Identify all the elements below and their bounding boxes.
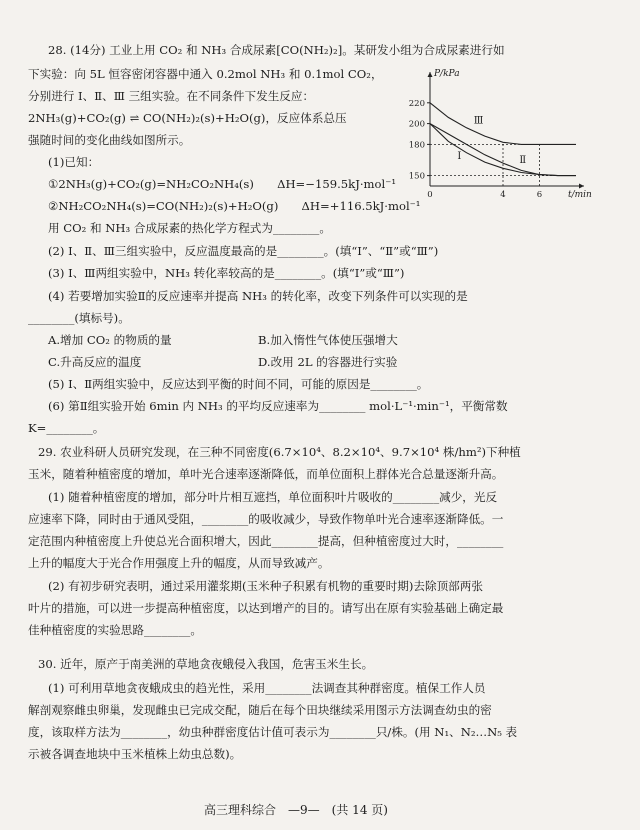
q28-line-3: 分别进行 Ⅰ、Ⅱ、Ⅲ 三组实验。在不同条件下发生反应： — [28, 89, 315, 103]
q28-line-11: (3) Ⅰ、Ⅲ两组实验中，NH₃ 转化率较高的是________。(填“Ⅰ”或“Ⅲ”) — [48, 266, 405, 280]
q28-line-10: (2) Ⅰ、Ⅱ、Ⅲ三组实验中，反应温度最高的是________。(填“Ⅰ”、“Ⅱ”或“Ⅲ”) — [48, 244, 439, 258]
q28-line-5: 强随时间的变化曲线如图所示。 — [28, 133, 191, 147]
x-tick-label-1: 4 — [500, 190, 506, 200]
q28-line-12: (4) 若要增加实验Ⅱ的反应速率并提高 NH₃ 的转化率，改变下列条件可以实现的是 — [48, 289, 468, 303]
page-footer: 高三理科综合 —9— (共 14 页) — [204, 803, 388, 817]
series-label-1: Ⅰ — [457, 150, 462, 162]
q30-line-4: 度，该取样方法为________，幼虫种群密度估计值可表示为________只/株。(用 N₁、N₂…N₅ 表 — [28, 725, 518, 739]
series-label-2: Ⅱ — [519, 155, 527, 167]
q28-line-13: ________(填标号)。 — [28, 311, 130, 325]
y-tick-label-0: 220 — [408, 98, 425, 109]
q28-line-1: 28. (14分) 工业上用 CO₂ 和 NH₃ 合成尿素[CO(NH₂)₂]。某研发小组为合成尿素进行如 — [48, 43, 505, 57]
q28-option-c: C.升高反应的温度 — [48, 355, 142, 369]
q30-line-1: 30. 近年，原产于南美洲的草地贪夜蛾侵入我国，危害玉米生长。 — [38, 657, 374, 671]
x-tick-label-0: 0 — [427, 190, 433, 200]
q28-line-9: 用 CO₂ 和 NH₃ 合成尿素的热化学方程式为________。 — [48, 221, 331, 235]
y-tick-label-3: 150 — [408, 171, 425, 182]
y-tick-label-1: 200 — [408, 119, 425, 130]
q28-option-a: A.增加 CO₂ 的物质的量 — [48, 333, 172, 347]
q30-line-3: 解剖观察雌虫卵巢，发现雌虫已完成交配，随后在每个田块继续采用图示方法调查幼虫的密 — [28, 703, 492, 717]
q28-option-b: B.加入惰性气体使压强增大 — [258, 333, 398, 347]
q29-line-4: 应速率下降，同时由于通风受阻，________的吸收减少，导致作物单叶光合速率逐渐降低。一 — [28, 512, 504, 526]
q29-line-7: (2) 有初步研究表明，通过采用灌浆期(玉米种子积累有机物的重要时期)去除顶部两张 — [48, 579, 483, 593]
q28-line-16: K=________。 — [28, 421, 105, 435]
y-axis-label: P/kPa — [434, 69, 460, 79]
q29-line-2: 玉米，随着种植密度的增加，单叶光合速率逐渐降低，而单位面积上群体光合总量逐渐升高。 — [28, 467, 504, 481]
q28-line-4: 2NH₃(g)+CO₂(g) ⇌ CO(NH₂)₂(s)+H₂O(g)，反应体系总压 — [28, 111, 347, 125]
q28-line-2: 下实验：向 5L 恒容密闭容器中通入 0.2mol NH₃ 和 0.1mol CO₂， — [28, 67, 383, 81]
q29-line-6: 上升的幅度大于光合作用强度上升的幅度，从而导致减产。 — [28, 556, 330, 570]
series-line-0 — [430, 103, 576, 145]
x-tick-label-2: 6 — [536, 190, 543, 200]
q30-line-5: 示被各调查地块中玉米植株上幼虫总数)。 — [28, 747, 242, 761]
series-label-0: Ⅲ — [473, 115, 484, 127]
x-axis-arrow — [579, 184, 584, 189]
y-axis-arrow — [428, 72, 433, 77]
q29-line-3: (1) 随着种植密度的增加，部分叶片相互遮挡，单位面积叶片吸收的________减少，光反 — [48, 490, 498, 504]
q28-option-d: D.改用 2L 的容器进行实验 — [258, 355, 398, 369]
q29-line-5: 定范围内种植密度上升使总光合面积增大，因此________提高，但种植密度过大时，________ — [28, 534, 504, 548]
q29-line-9: 佳种植密度的实验思路________。 — [28, 623, 202, 637]
chart-svg — [396, 64, 592, 200]
q28-line-8: ②NH₂CO₂NH₄(s)=CO(NH₂)₂(s)+H₂O(g) ΔH=+116.5kJ·mol⁻¹ — [48, 199, 421, 213]
q30-line-2: (1) 可利用草地贪夜蛾成虫的趋光性，采用________法调查其种群密度。植保工作人员 — [48, 681, 486, 695]
q29-line-8: 叶片的措施，可以进一步提高种植密度，以达到增产的目的。请写出在原有实验基础上确定最 — [28, 601, 504, 615]
q28-line-15: (6) 第Ⅱ组实验开始 6min 内 NH₃ 的平均反应速率为________ mol·L⁻¹·min⁻¹，平衡常数 — [48, 399, 508, 413]
q28-line-7: ①2NH₃(g)+CO₂(g)=NH₂CO₂NH₄(s) ΔH=−159.5kJ·mol⁻¹ — [48, 177, 396, 191]
q29-line-1: 29. 农业科研人员研究发现，在三种不同密度(6.7×10⁴、8.2×10⁴、9.7×10⁴ 株/hm²)下种植 — [38, 445, 521, 459]
q28-line-6: (1)已知： — [48, 155, 100, 169]
x-axis-label: t/min — [568, 190, 592, 200]
pressure-time-chart — [396, 64, 592, 200]
y-tick-label-2: 180 — [408, 140, 425, 151]
q28-line-14: (5) Ⅰ、Ⅱ两组实验中，反应达到平衡的时间不同，可能的原因是________。 — [48, 377, 429, 391]
